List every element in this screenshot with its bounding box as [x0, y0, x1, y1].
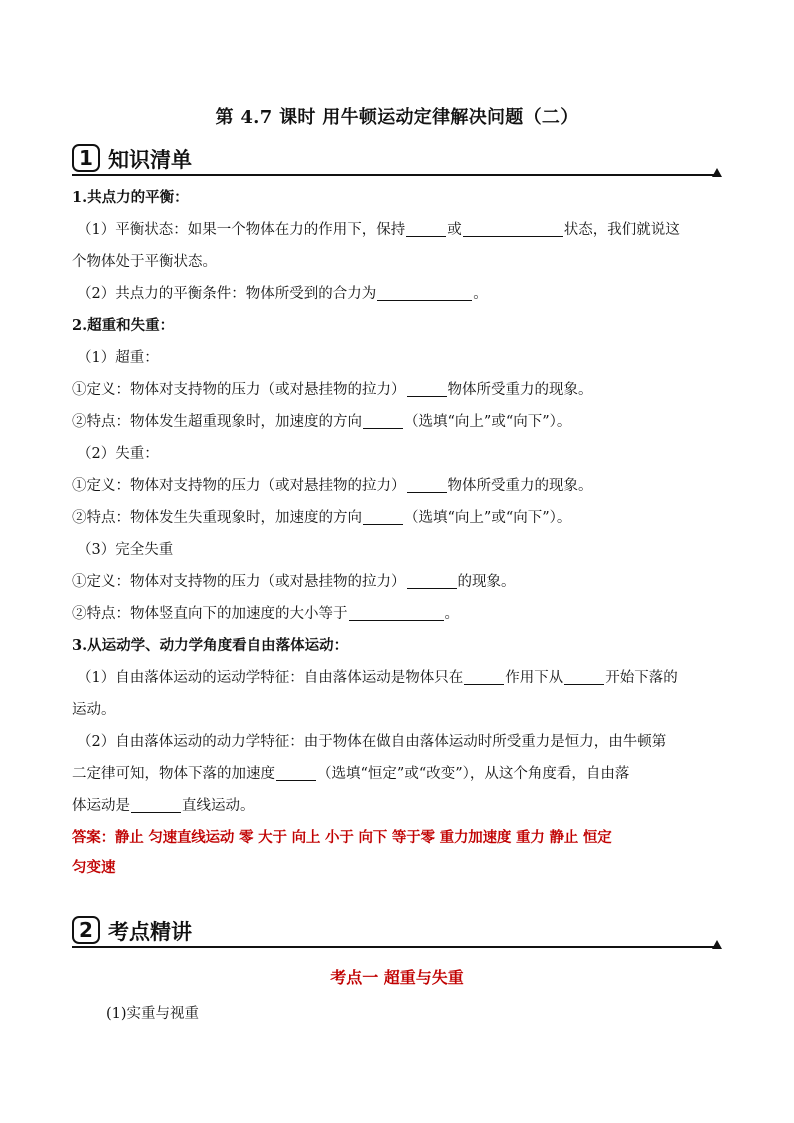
section-rule — [72, 174, 716, 176]
section-number-badge: 1 — [72, 144, 100, 172]
item-weightloss-feature: ②特点：物体发生失重现象时，加速度的方向 （选填“向上”或“向下”）。 — [72, 510, 572, 526]
item-overweight-definition: ①定义：物体对支持物的压力（或对悬挂物的拉力） 物体所受重力的现象。 — [72, 382, 593, 398]
item-complete-weightloss: （3）完全失重 — [77, 542, 174, 558]
fill-blank[interactable] — [363, 509, 403, 525]
paragraph-freefall-kinematics-cont: 运动。 — [72, 702, 116, 718]
fill-blank[interactable] — [463, 221, 563, 237]
triangle-icon — [712, 940, 722, 949]
triangle-icon — [712, 168, 722, 177]
paragraph-balance-condition: （2）共点力的平衡条件：物体所受到的合力为 。 — [77, 286, 488, 302]
paragraph-balance-state: （1）平衡状态：如果一个物体在力的作用下，保持 或 状态，我们就说这 — [77, 222, 680, 238]
fill-blank[interactable] — [363, 413, 403, 429]
fill-blank[interactable] — [377, 285, 472, 301]
item-complete-definition: ①定义：物体对支持物的压力（或对悬挂物的拉力） 的现象。 — [72, 574, 516, 590]
sub-heading-real-apparent-weight: (1)实重与视重 — [106, 1006, 200, 1022]
item-overweight-feature: ②特点：物体发生超重现象时，加速度的方向 （选填“向上”或“向下”）。 — [72, 414, 572, 430]
item-weightloss: （2）失重： — [77, 446, 159, 462]
heading-freefall: 3.从运动学、动力学角度看自由落体运动： — [72, 637, 349, 654]
section-rule — [72, 946, 716, 948]
fill-blank[interactable] — [349, 605, 444, 621]
paragraph-freefall-kinematics: （1）自由落体运动的运动学特征：自由落体运动是物体只在 作用下从 开始下落的 — [77, 670, 678, 686]
heading-overweight: 2.超重和失重： — [72, 317, 175, 334]
fill-blank[interactable] — [407, 573, 457, 589]
paragraph-freefall-dynamics: （2）自由落体运动的动力学特征：由于物体在做自由落体运动时所受重力是恒力，由牛顿第 — [77, 734, 667, 750]
section-header-key-points — [72, 914, 722, 948]
fill-blank[interactable] — [131, 797, 181, 813]
section-title: 考点精讲 — [108, 920, 192, 944]
paragraph-balance-state-cont: 个物体处于平衡状态。 — [72, 254, 217, 270]
paragraph-freefall-dynamics-cont: 二定律可知，物体下落的加速度 （选填“恒定”或“改变”），从这个角度看，自由落 — [72, 766, 630, 782]
paragraph-freefall-dynamics-end: 体运动是 直线运动。 — [72, 798, 255, 814]
key-point-title: 考点一 超重与失重 — [330, 968, 464, 987]
fill-blank[interactable] — [276, 765, 316, 781]
heading-balance: 1.共点力的平衡： — [72, 189, 189, 206]
answer-line-cont: 匀变速 — [72, 859, 116, 876]
fill-blank[interactable] — [564, 669, 604, 685]
section-title: 知识清单 — [108, 148, 192, 172]
fill-blank[interactable] — [407, 381, 447, 397]
fill-blank[interactable] — [464, 669, 504, 685]
fill-blank[interactable] — [406, 221, 446, 237]
item-complete-feature: ②特点：物体竖直向下的加速度的大小等于 。 — [72, 606, 459, 622]
section-header-knowledge — [72, 142, 722, 176]
item-weightloss-definition: ①定义：物体对支持物的压力（或对悬挂物的拉力） 物体所受重力的现象。 — [72, 478, 593, 494]
item-overweight: （1）超重： — [77, 350, 159, 366]
fill-blank[interactable] — [407, 477, 447, 493]
page-title: 第 4.7 课时 用牛顿运动定律解决问题（二） — [215, 107, 579, 128]
answer-line: 答案：静止 匀速直线运动 零 大于 向上 小于 向下 等于零 重力加速度 重力 静止 恒定 — [72, 829, 612, 846]
section-number-badge: 2 — [72, 916, 100, 944]
